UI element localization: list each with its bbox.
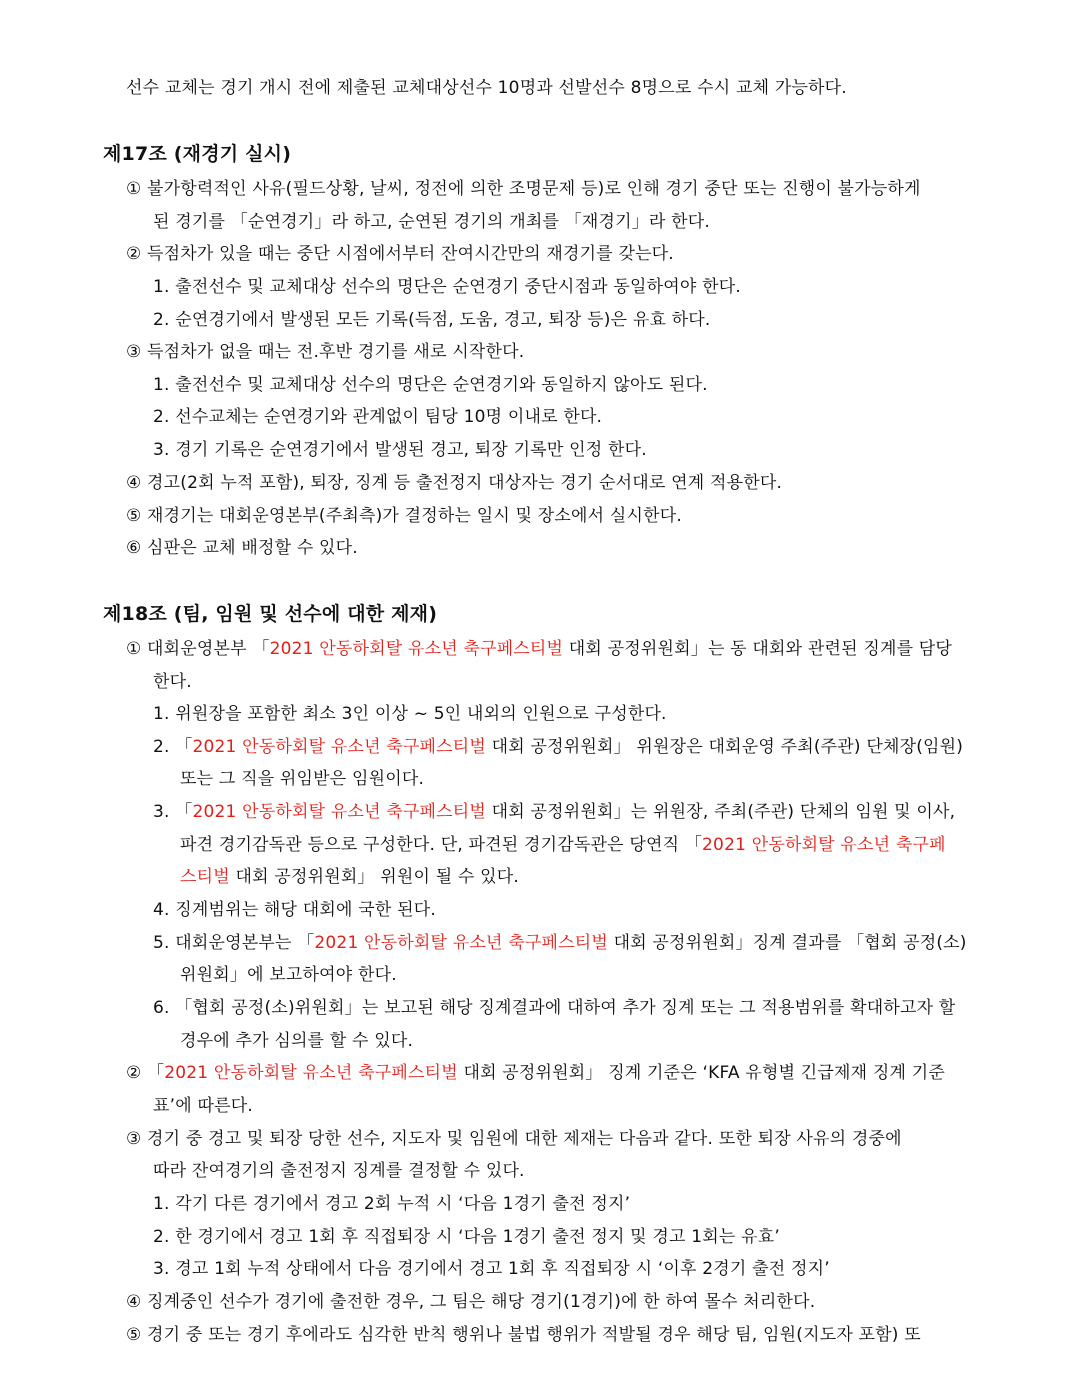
article-17-item-2-sub-2: 2. 순연경기에서 발생된 모든 기록(득점, 도움, 경고, 퇴장 등)은 유효 하다. — [153, 310, 711, 330]
article-18-item-3-line-2: 따라 잔여경기의 출전정지 징계를 결정할 수 있다. — [153, 1161, 525, 1181]
article-18-item-1-line-1: ① 대회운영본부 「2021 안동하회탈 유소년 축구페스티벌 대회 공정위원회」는 동 대회와 관련된 징계를 담당 — [126, 639, 953, 659]
article-18-item-2-line-1: ② 「2021 안동하회탈 유소년 축구페스티벌 대회 공정위원회」 징계 기준은 ‘KFA 유형별 긴급제재 징계 기준 — [126, 1063, 945, 1083]
article-18-item-1-sub-2-line-2: 또는 그 직을 위임받은 임원이다. — [180, 769, 425, 789]
article-17-item-1-line-1: ① 불가항력적인 사유(필드상황, 날씨, 정전에 의한 조명문제 등)로 인해 경기 중단 또는 진행이 불가능하게 — [126, 179, 921, 199]
article-18-item-1-sub-6-line-2: 경우에 추가 심의를 할 수 있다. — [180, 1031, 414, 1051]
article-18-item-1-sub-5-line-1: 5. 대회운영본부는 「2021 안동하회탈 유소년 축구페스티벌 대회 공정위원회」징계 결과를 「협회 공정(소) — [153, 933, 967, 953]
article-18-item-1-sub-2-line-1: 2. 「2021 안동하회탈 유소년 축구페스티벌 대회 공정위원회」 위원장은 대회운영 주최(주관) 단체장(임원) — [153, 737, 964, 757]
article-18-item-1-sub-5-line-2: 위원회」에 보고하여야 한다. — [180, 965, 397, 985]
intro-text: 선수 교체는 경기 개시 전에 제출된 교체대상선수 10명과 선발선수 8명으로 수시 교체 가능하다. — [126, 78, 847, 98]
article-18-title: 제18조 (팀, 임원 및 선수에 대한 제재) — [103, 603, 438, 625]
article-18-item-3-sub-3: 3. 경고 1회 누적 상태에서 다음 경기에서 경고 1회 후 직접퇴장 시 ‘이후 2경기 출전 정지’ — [153, 1259, 830, 1279]
article-17-item-1-line-2: 된 경기를 「순연경기」라 하고, 순연된 경기의 개최를 「재경기」라 한다. — [153, 212, 711, 232]
article-18-item-3-sub-2: 2. 한 경기에서 경고 1회 후 직접퇴장 시 ‘다음 1경기 출전 정지 및 경고 1회는 유효’ — [153, 1227, 780, 1247]
article-17-item-6: ⑥ 심판은 교체 배정할 수 있다. — [126, 538, 358, 558]
article-17-title: 제17조 (재경기 실시) — [103, 143, 292, 165]
article-18-item-1-sub-4: 4. 징계범위는 해당 대회에 국한 된다. — [153, 900, 436, 920]
article-17-item-4: ④ 경고(2회 누적 포함), 퇴장, 징계 등 출전정지 대상자는 경기 순서대로 연계 적용한다. — [126, 473, 783, 493]
article-18-item-1-line-2: 한다. — [153, 672, 192, 692]
article-18-item-1-sub-3-line-3: 스티벌 대회 공정위원회」 위원이 될 수 있다. — [180, 867, 520, 887]
article-17-item-3-sub-3: 3. 경기 기록은 순연경기에서 발생된 경고, 퇴장 기록만 인정 한다. — [153, 440, 647, 460]
article-18-item-2-line-2: 표’에 따른다. — [153, 1096, 253, 1116]
article-18-item-4: ④ 징계중인 선수가 경기에 출전한 경우, 그 팀은 해당 경기(1경기)에 한 하여 몰수 처리한다. — [126, 1292, 816, 1312]
article-18-item-3-line-1: ③ 경기 중 경고 및 퇴장 당한 선수, 지도자 및 임원에 대한 제재는 다음과 같다. 또한 퇴장 사유의 경중에 — [126, 1129, 902, 1149]
article-18-item-1-sub-3-line-2: 파견 경기감독관 등으로 구성한다. 단, 파견된 경기감독관은 당연직 「2021 안동하회탈 유소년 축구페 — [180, 835, 946, 855]
article-18-item-5-line-1: ⑤ 경기 중 또는 경기 후에라도 심각한 반칙 행위나 불법 행위가 적발될 경우 해당 팀, 임원(지도자 포함) 또 — [126, 1325, 921, 1345]
article-18-item-1-sub-6-line-1: 6. 「협회 공정(소)위원회」는 보고된 해당 징계결과에 대하여 추가 징계 또는 그 적용범위를 확대하고자 할 — [153, 998, 956, 1018]
article-17-item-2-sub-1: 1. 출전선수 및 교체대상 선수의 명단은 순연경기 중단시점과 동일하여야 한다. — [153, 277, 741, 297]
article-17-item-3: ③ 득점차가 없을 때는 전.후반 경기를 새로 시작한다. — [126, 342, 525, 362]
article-18-item-1-sub-3-line-1: 3. 「2021 안동하회탈 유소년 축구페스티벌 대회 공정위원회」는 위원장, 주최(주관) 단체의 임원 및 이사, — [153, 802, 956, 822]
article-17-item-3-sub-1: 1. 출전선수 및 교체대상 선수의 명단은 순연경기와 동일하지 않아도 된다. — [153, 375, 708, 395]
article-17-item-5: ⑤ 재경기는 대회운영본부(주최측)가 결정하는 일시 및 장소에서 실시한다. — [126, 506, 682, 526]
article-18-item-1-sub-1: 1. 위원장을 포함한 최소 3인 이상 ~ 5인 내외의 인원으로 구성한다. — [153, 704, 667, 724]
article-17-item-2: ② 득점차가 있을 때는 중단 시점에서부터 잔여시간만의 재경기를 갖는다. — [126, 244, 674, 264]
article-18-item-3-sub-1: 1. 각기 다른 경기에서 경고 2회 누적 시 ‘다음 1경기 출전 정지’ — [153, 1194, 631, 1214]
article-17-item-3-sub-2: 2. 선수교체는 순연경기와 관계없이 팀당 10명 이내로 한다. — [153, 407, 603, 427]
